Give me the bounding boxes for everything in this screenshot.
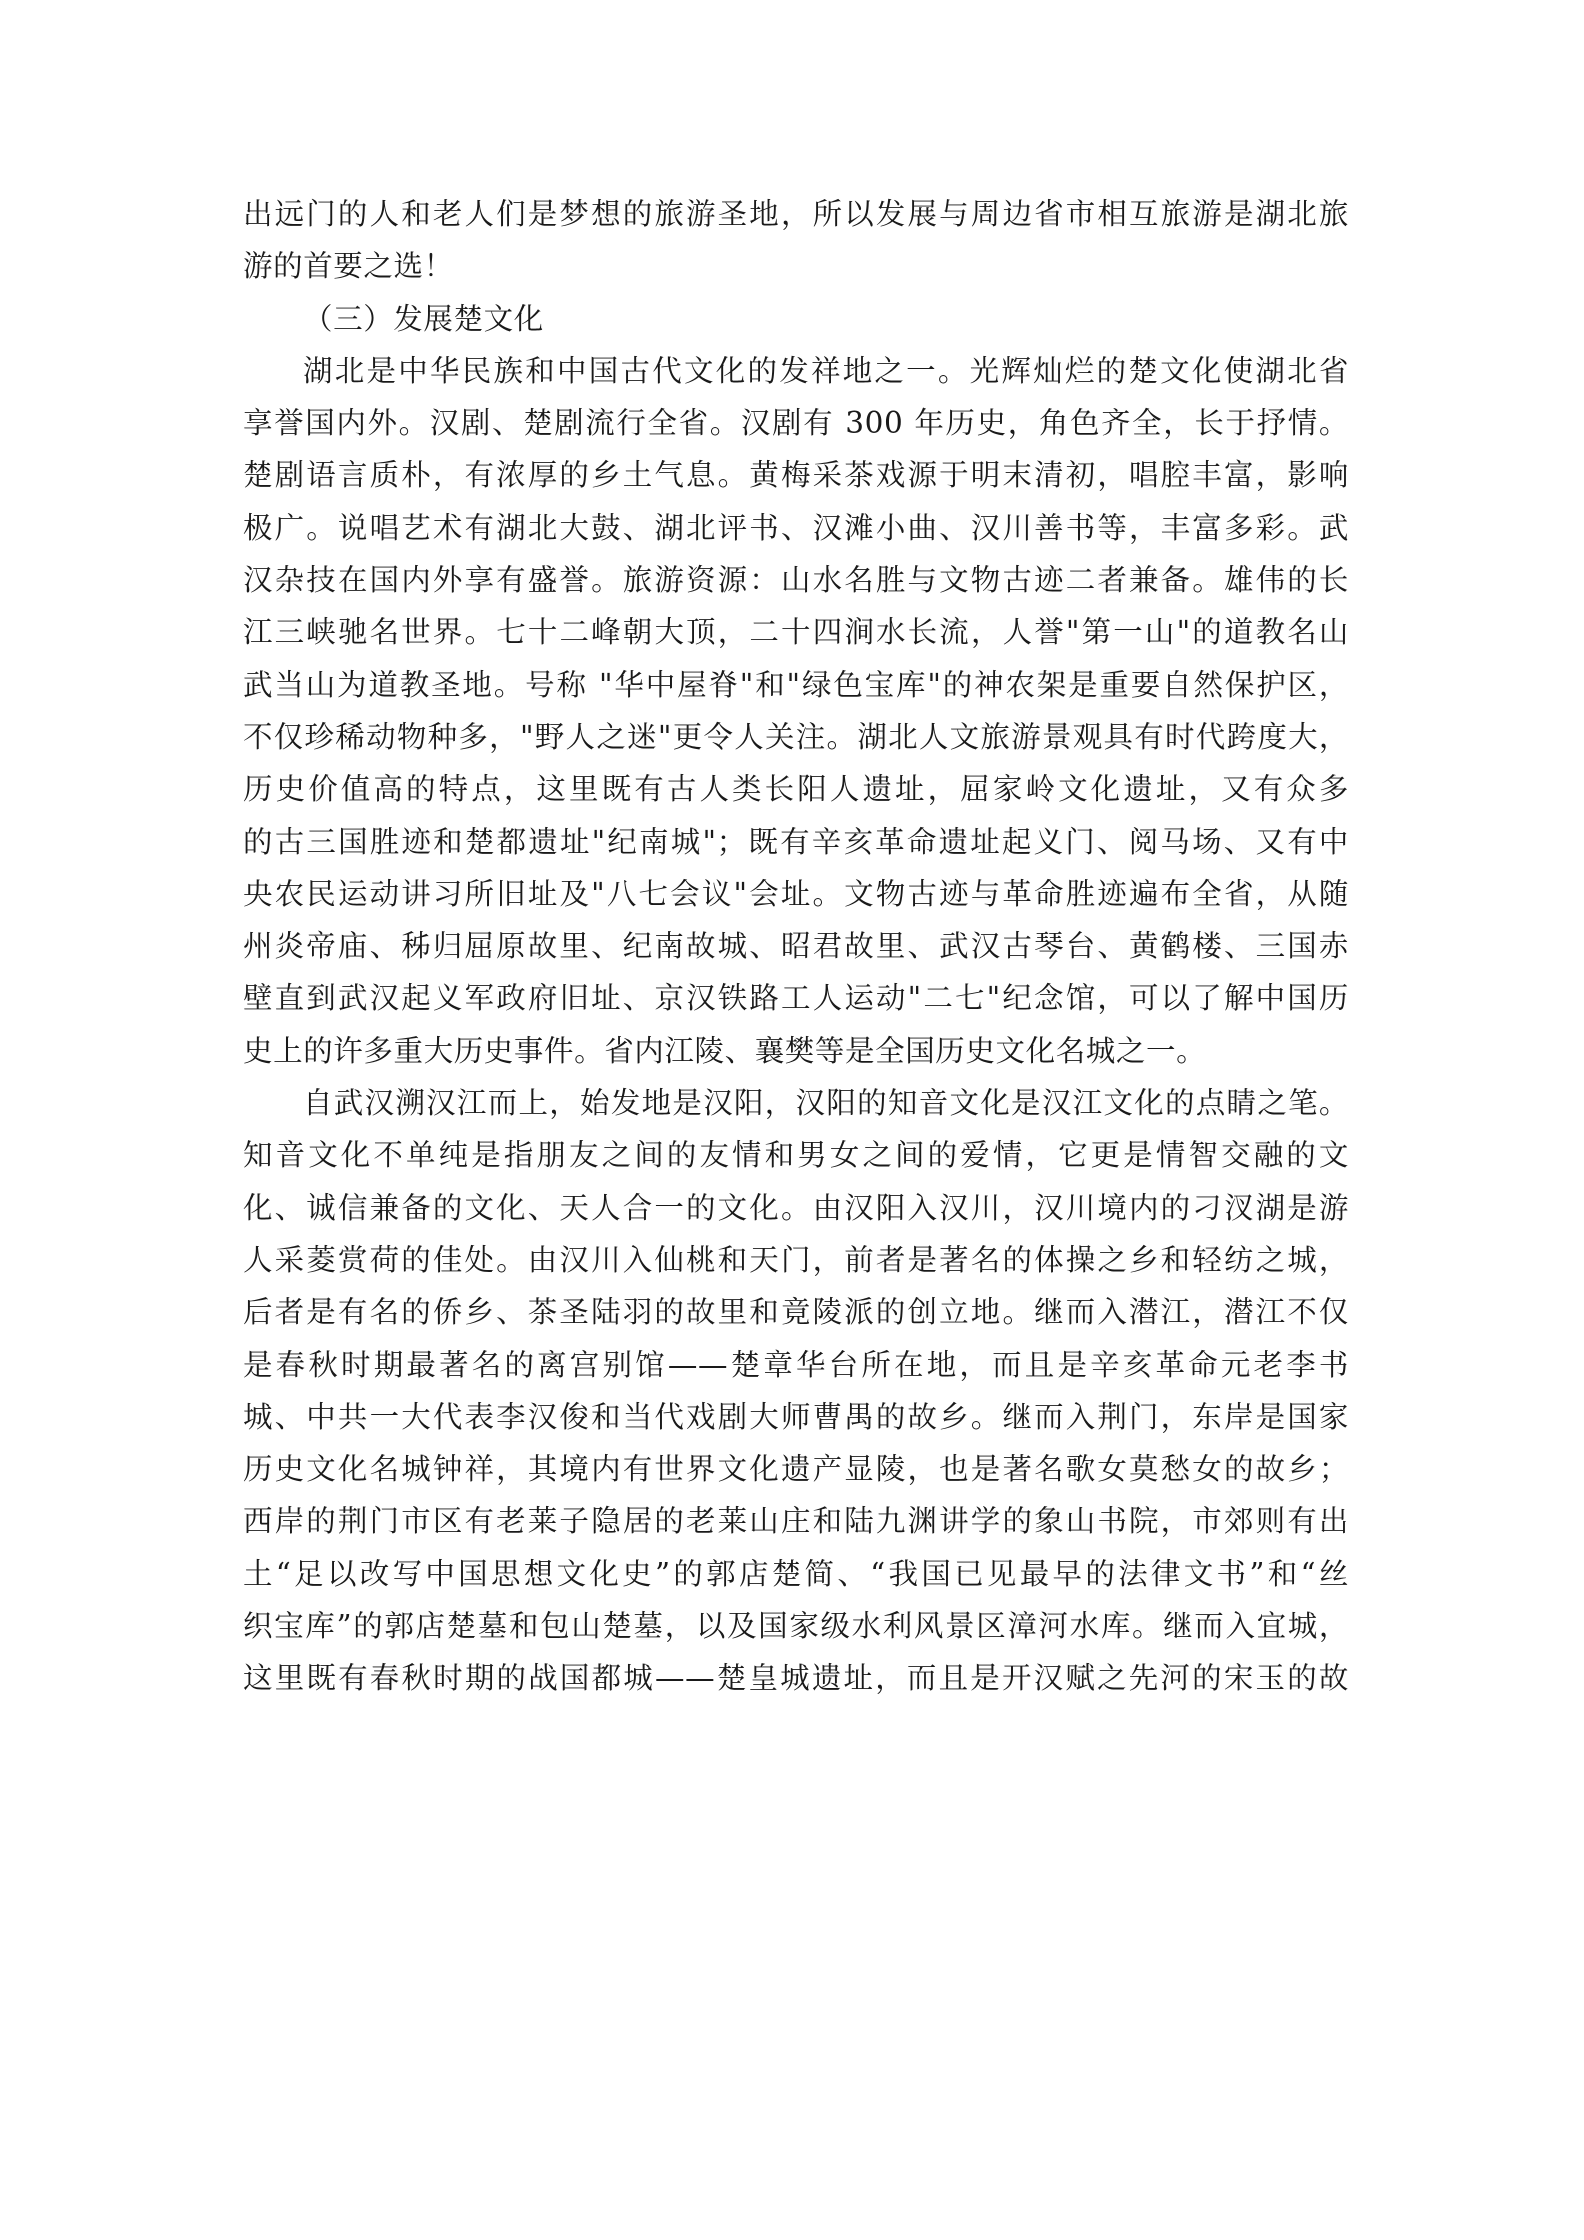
text-line: 湖北是中华民族和中国古代文化的发祥地之一。光辉灿烂的楚文化使湖北省 (303, 353, 1349, 388)
text-line: 不仅珍稀动物种多，"野人之迷"更令人关注。湖北人文旅游景观具有时代跨度大， (243, 719, 1349, 754)
body-text (243, 188, 1349, 1705)
text-line: 游的首要之选！ (243, 249, 454, 284)
text-line: 后者是有名的侨乡、茶圣陆羽的故里和竟陵派的创立地。继而入潜江，潜江不仅 (243, 1295, 1349, 1330)
text-line: 史上的许多重大历史事件。省内江陵、襄樊等是全国历史文化名城之一。 (243, 1033, 1207, 1068)
text-line: 出远门的人和老人们是梦想的旅游圣地，所以发展与周边省市相互旅游是湖北旅 (243, 197, 1349, 231)
text-line: 壁直到武汉起义军政府旧址、京汉铁路工人运动"二七"纪念馆，可以了解中国历 (243, 981, 1349, 1016)
text-line: 央农民运动讲习所旧址及"八七会议"会址。文物古迹与革命胜迹遍布全省，从随 (243, 876, 1349, 911)
text-line: 武当山为道教圣地。号称 "华中屋脊"和"绿色宝库"的神农架是重要自然保护区， (243, 667, 1349, 702)
text-line: 的古三国胜迹和楚都遗址"纪南城"；既有辛亥革命遗址起义门、阅马场、又有中 (243, 824, 1349, 859)
text-line: 享誉国内外。汉剧、楚剧流行全省。汉剧有 300 年历史，角色齐全，长于抒情。 (243, 406, 1349, 441)
text-line: 是春秋时期最著名的离宫别馆——楚章华台所在地，而且是辛亥革命元老李书 (243, 1347, 1349, 1382)
text-line: 汉杂技在国内外享有盛誉。旅游资源：山水名胜与文物古迹二者兼备。雄伟的长 (243, 563, 1349, 598)
text-line: 江三峡驰名世界。七十二峰朝大顶，二十四涧水长流，人誉"第一山"的道教名山 (243, 615, 1349, 650)
text-line: 土“足以改写中国思想文化史”的郭店楚简、“我国已见最早的法律文书”和“丝 (243, 1556, 1349, 1591)
text-line: 化、诚信兼备的文化、天人合一的文化。由汉阳入汉川，汉川境内的刁汊湖是游 (243, 1190, 1349, 1225)
text-line: 知音文化不单纯是指朋友之间的友情和男女之间的爱情，它更是情智交融的文 (243, 1138, 1349, 1173)
text-line: 自武汉溯汉江而上，始发地是汉阳，汉阳的知音文化是汉江文化的点睛之笔。 (303, 1086, 1349, 1121)
text-line: 城、中共一大代表李汉俊和当代戏剧大师曹禺的故乡。继而入荆门，东岸是国家 (243, 1399, 1349, 1434)
text-line: 织宝库”的郭店楚墓和包山楚墓，以及国家级水利风景区漳河水库。继而入宜城， (243, 1609, 1349, 1644)
text-line: 历史文化名城钟祥，其境内有世界文化遗产显陵，也是著名歌女莫愁女的故乡； (243, 1452, 1349, 1487)
section-heading: （三）发展楚文化 (303, 301, 544, 336)
text-line: 历史价值高的特点，这里既有古人类长阳人遗址，屈家岭文化遗址，又有众多 (243, 772, 1349, 807)
text-line: 这里既有春秋时期的战国都城——楚皇城遗址，而且是开汉赋之先河的宋玉的故 (243, 1661, 1349, 1696)
text-line: 人采菱赏荷的佳处。由汉川入仙桃和天门，前者是著名的体操之乡和轻纺之城， (243, 1242, 1349, 1277)
text-line: 极广。说唱艺术有湖北大鼓、湖北评书、汉滩小曲、汉川善书等，丰富多彩。武 (243, 510, 1349, 545)
text-line: 西岸的荆门市区有老莱子隐居的老莱山庄和陆九渊讲学的象山书院，市郊则有出 (243, 1504, 1349, 1539)
text-line: 楚剧语言质朴，有浓厚的乡土气息。黄梅采茶戏源于明末清初，唱腔丰富，影响 (243, 458, 1349, 493)
text-line: 州炎帝庙、秭归屈原故里、纪南故城、昭君故里、武汉古琴台、黄鹤楼、三国赤 (243, 929, 1349, 964)
